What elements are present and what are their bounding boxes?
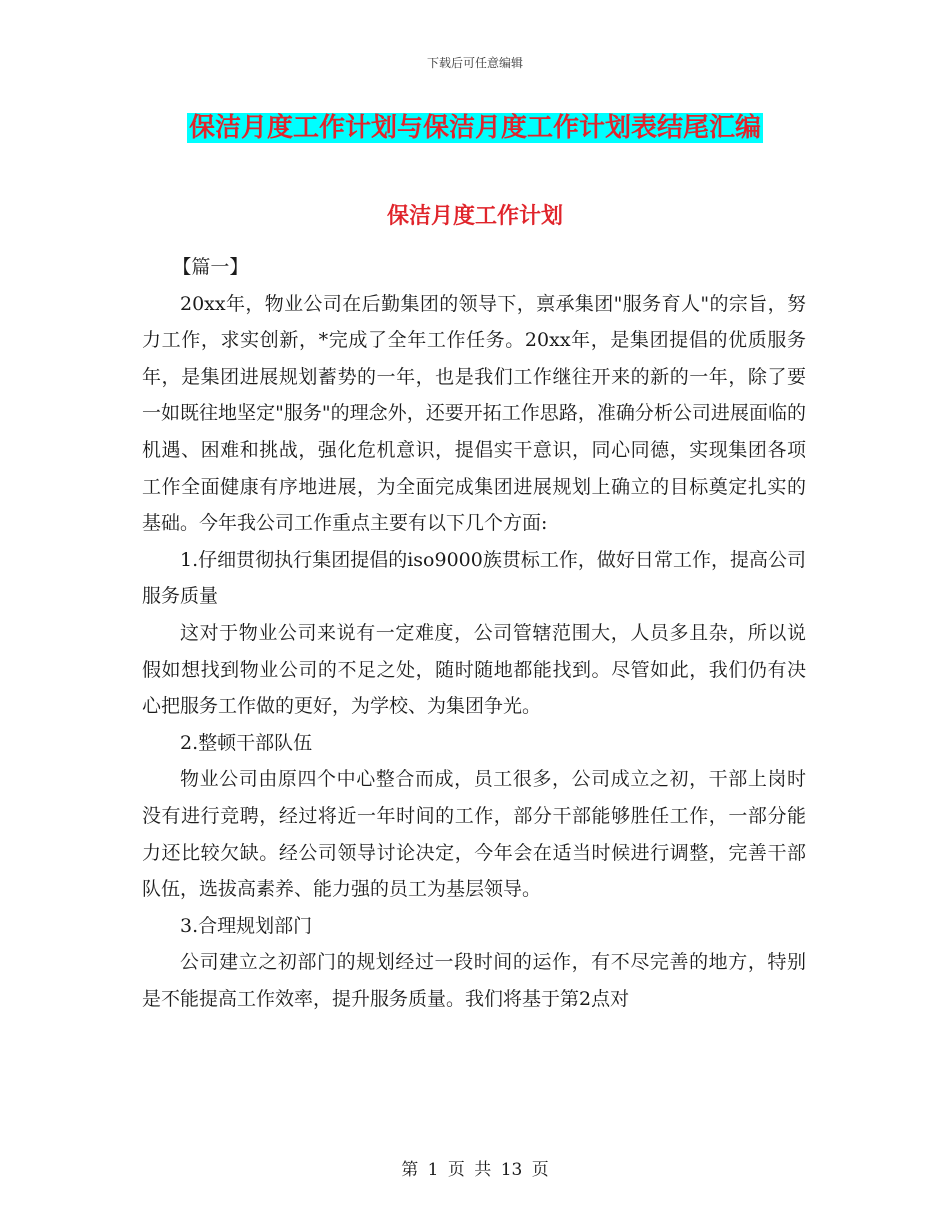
page-header-note: 下载后可任意编辑 bbox=[426, 56, 523, 70]
paragraph-item-1-body: 这对于物业公司来说有一定难度，公司管辖范围大，人员多且杂，所以说假如想找到物业公司的不足之处，随时随地都能找到。尽管如此，我们仍有决心把服务工作做的更好，为学校、为集团争光。 bbox=[142, 621, 806, 718]
paragraph-item-1-heading: 1.仔细贯彻执行集团提倡的iso9000族贯标工作，做好日常工作，提高公司服务质量 bbox=[142, 548, 806, 608]
paragraph-part-label: 【篇一】 bbox=[172, 256, 249, 278]
document-title-text: 保洁月度工作计划与保洁月度工作计划表结尾汇编 bbox=[188, 113, 761, 143]
document-title bbox=[0, 110, 950, 146]
paragraph-item-3-body: 公司建立之初部门的规划经过一段时间的运作，有不尽完善的地方，特别是不能提高工作效率，提升服务质量。我们将基于第2点对 bbox=[142, 951, 806, 1010]
paragraph-item-2-body: 物业公司由原四个中心整合而成，员工很多，公司成立之初，干部上岗时没有进行竞聘，经过将近一年时间的工作，部分干部能够胜任工作，一部分能力还比较欠缺。经公司领导讨论决定，今年会在适当时候进行调整，完善干部队伍，选拔高素养、能力强的员工为基层领导。 bbox=[142, 768, 806, 901]
section-title: 保洁月度工作计划 bbox=[386, 204, 563, 229]
page-footer-page-number: 第 1 页 共 13 页 bbox=[401, 1160, 549, 1180]
paragraph-intro: 20xx年，物业公司在后勤集团的领导下，禀承集团"服务育人"的宗旨，努力工作，求实创新，*完成了全年工作任务。20xx年，是集团提倡的优质服务年，是集团进展规划蓄势的一年，也是我们工作继往开来的新的一年，除了要一如既往地坚定"服务"的理念外，还要开拓工作思路，准确分析公司进展面临的机遇、困难和挑战，强化危机意识，提倡实干意识，同心同德，实现集团各项工作全面健康有序地进展，为全面完成集团进展规划上确立的目标奠定扎实的基础。今年我公司工作重点主要有以下几个方面: bbox=[142, 292, 806, 535]
paragraph-item-3-heading: 3.合理规划部门 bbox=[180, 914, 313, 937]
paragraph-item-2-heading: 2.整顿干部队伍 bbox=[180, 731, 313, 754]
document-body bbox=[142, 249, 806, 1017]
